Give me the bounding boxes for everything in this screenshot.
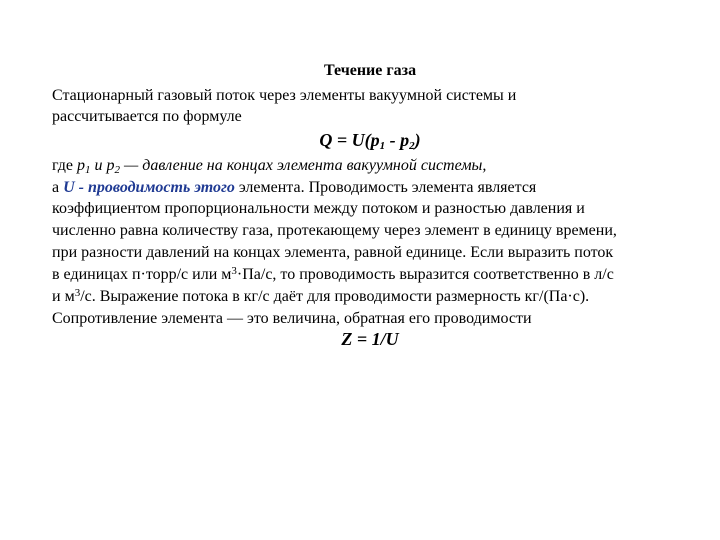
resistance-formula: Z = 1/U — [341, 329, 399, 349]
conductance-term: U - проводимость этого — [63, 179, 235, 196]
intro-line-1: Стационарный газовый поток через элементы вакуумной системы и — [52, 87, 517, 104]
body-line-2: численно равна количеству газа, протекающему через элемент в единицу времени, — [52, 222, 617, 239]
resistance-line: Сопротивление элемента — это величина, обратная его проводимости — [52, 310, 532, 327]
body-line-1: коэффициентом пропорциональности между потоком и разностью давления и — [52, 200, 585, 217]
units-line-1: в единицах п·торр/с или $м^3\cdot Па/с$, то проводимость выразится соответственно в л/с — [52, 265, 614, 283]
definition-line: а U - проводимость этого элемента. Проводимость элемента является — [52, 179, 537, 196]
body-line-3: при разности давлений на концах элемента, равной единице. Если выразить поток — [52, 244, 614, 261]
slide-title: Течение газа — [323, 62, 417, 79]
intro-line-2: рассчитывается по формуле — [52, 108, 242, 125]
where-line: где $p_1$ и $p_2$ — давление на концах элемента вакуумной системы, — [52, 157, 487, 176]
units-line-2: и $м^3/с$. Выражение потока в кг/с даёт для проводимости размерность кг/(Па·с). — [52, 287, 590, 305]
flow-formula: $Q = U(p_1 - p_2)$ — [319, 130, 421, 152]
